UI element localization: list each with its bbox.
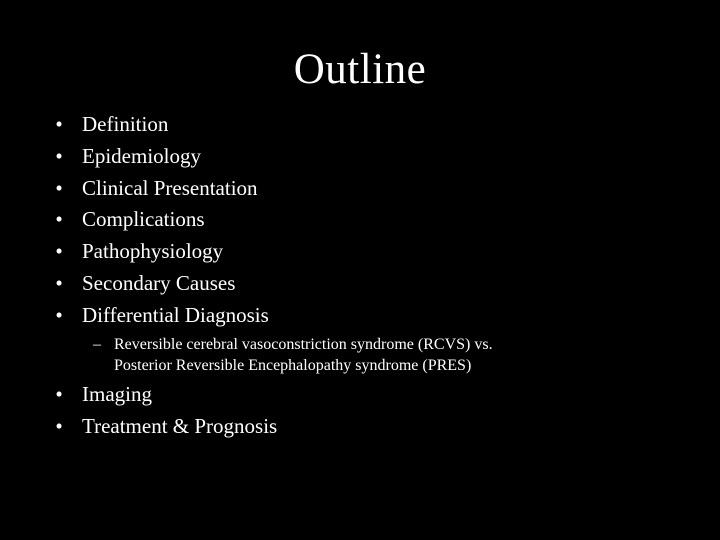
bullet-icon: •: [55, 112, 63, 136]
sub-item-line-2: Posterior Reversible Encephalopathy syndrome (PRES): [114, 357, 472, 374]
item-label: Epidemiology: [82, 144, 201, 168]
bullet-icon: •: [55, 303, 63, 327]
item-label: Complications: [82, 207, 205, 231]
item-label: Definition: [82, 112, 169, 136]
slide-title: Outline: [293, 46, 427, 93]
bullet-icon: •: [55, 239, 63, 263]
item-label: Secondary Causes: [82, 271, 236, 295]
item-label: Clinical Presentation: [82, 176, 258, 200]
item-label: Imaging: [82, 382, 152, 406]
bullet-icon: •: [55, 414, 63, 438]
bullet-icon: •: [55, 144, 63, 168]
bullet-icon: •: [55, 271, 63, 295]
item-label: Treatment & Prognosis: [82, 414, 278, 438]
bullet-icon: •: [55, 176, 63, 200]
bullet-icon: •: [55, 207, 63, 231]
bullet-icon: •: [55, 382, 63, 406]
item-label: Pathophysiology: [82, 239, 224, 263]
sub-item-line-1: Reversible cerebral vasoconstriction syndrome (RCVS) vs.: [114, 336, 493, 353]
dash-icon: –: [93, 336, 101, 353]
item-label: Differential Diagnosis: [82, 303, 269, 327]
